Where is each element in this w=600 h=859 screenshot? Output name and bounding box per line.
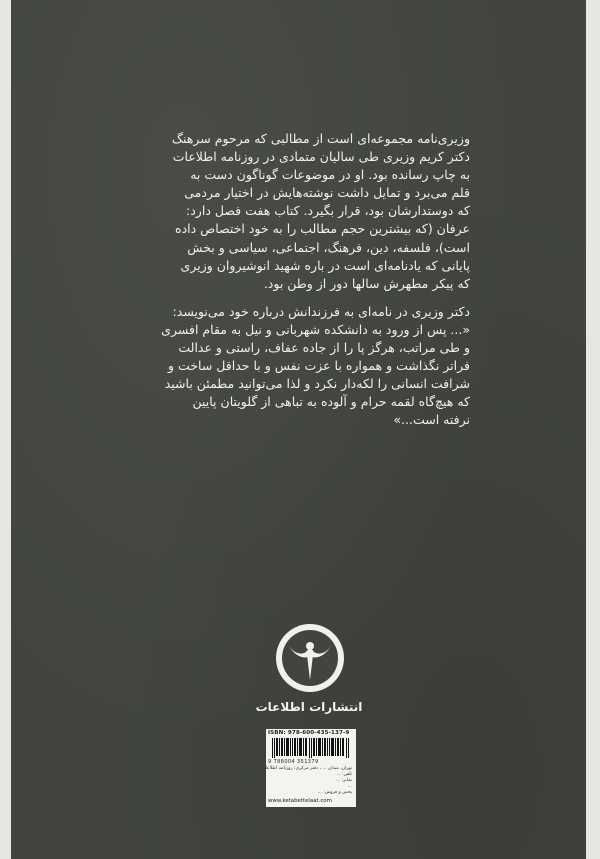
publisher-address-line: نمابر: ...	[335, 778, 352, 783]
blurb-line: است)، فلسفه، دین، فرهنگ، اجتماعی، سیاسی و بخش	[187, 239, 470, 255]
quote-line: و طی مراتب، هرگز پا را از جاده عفاف، راستی و عدالت	[178, 340, 470, 356]
blurb-line: دکتر وزیری در نامه‌ای به فرزندانش درباره خود می‌نویسد:	[172, 303, 470, 319]
quote-line: فراتر نگذاشت و همواره با عزت نفس و با حداقل ساخت و	[168, 358, 470, 374]
blurb-line: به چاپ رسانده بود. او در موضوعات گوناگون دست به	[190, 167, 470, 183]
blurb-text	[144, 130, 470, 430]
quote-line: که هیچ‌گاه لقمه حرام و آلوده به تباهی از گلویتان پایین	[192, 394, 470, 410]
publisher-address-line: پخش و فروش: ...	[317, 790, 352, 795]
quote-line: «... پس از ورود به دانشکده شهربانی و نیل به مقام افسری	[161, 321, 470, 337]
quote-line: نرفته است...»	[393, 412, 470, 428]
blurb-line: عرفان (که بیشترین حجم مطالب را به خود اختصاص داده	[175, 221, 470, 237]
blurb-line: پایانی که یادنامه‌ای است در باره شهید انوشیروان وزیری	[180, 257, 470, 273]
blurb-paragraph-1	[144, 130, 470, 293]
publisher-address-line: ...	[347, 784, 352, 789]
isbn-number: ISBN: 978-600-435-137-9	[268, 730, 350, 736]
publisher-address-line: تهران، میدان ... ، دفتر مرکزی: روزنامه اطلاعات، ...	[254, 766, 352, 771]
book-back-cover	[11, 0, 586, 859]
blurb-paragraph-2	[144, 303, 470, 430]
ettelaat-publisher-logo-icon	[274, 622, 346, 694]
barcode-icon	[272, 738, 350, 758]
barcode-digits: 9 786004 351379	[268, 759, 319, 765]
publisher-website: www.ketabettelaat.com	[268, 798, 332, 804]
isbn-info-box	[254, 729, 356, 807]
blurb-line: وزیری‌نامه مجموعه‌ای است از مطالبی که مرحوم سرهنگ	[171, 131, 470, 146]
blurb-line: دکتر کریم وزیری طی سالیان متمادی در روزنامه اطلاعات	[172, 149, 470, 165]
publisher-address-line: تلفن: ...	[336, 772, 352, 777]
quote-line: شرافت انسانی را لکه‌دار نکرد و لذا می‌توانید مطمئن باشید	[164, 376, 470, 392]
publisher-name: انتشارات اطلاعات	[255, 700, 363, 714]
blurb-line: قلم می‌برد و تمایل داشت نوشته‌هایش در اختیار مردمی	[184, 185, 470, 201]
blurb-line: که دوستدارشان بود، قرار بگیرد. کتاب هفت فصل دارد:	[186, 203, 470, 219]
blurb-line: که پیکر مطهرش سالها دور از وطن بود.	[263, 275, 470, 291]
